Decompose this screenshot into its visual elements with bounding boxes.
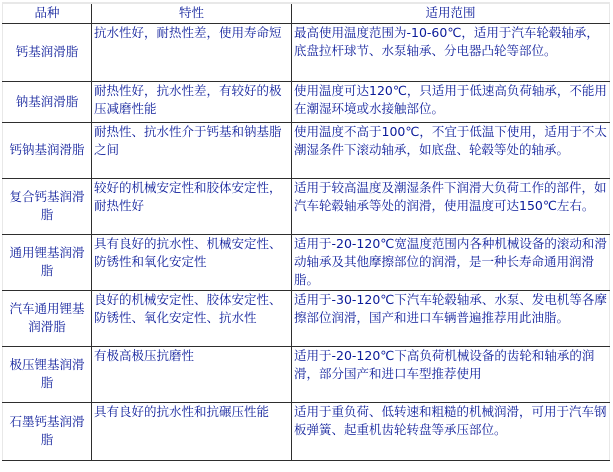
- table-row: [3, 23, 610, 81]
- table-row: [3, 122, 610, 178]
- row-name: 钙钠基润滑脂: [3, 122, 92, 178]
- row-property: 良好的机械安定性、胶体安定性、防锈性、氧化安定性、抗水性: [92, 290, 292, 346]
- lubricant-table: [2, 2, 610, 461]
- row-scope: 适用于重负荷、低转速和粗糙的机械润滑，可用于汽车钢板弹簧、起重机齿轮转盘等承压部位。: [292, 402, 610, 460]
- row-scope: 最高使用温度范围为-10-60℃，适用于汽车轮毂轴承，底盘拉杆球节、水泵轴承、分电器凸轮等部位。: [292, 23, 610, 81]
- row-name: 极压锂基润滑脂: [3, 346, 92, 402]
- header-property: 特性: [92, 3, 292, 23]
- row-property: 具有良好的抗水性、机械安定性、防锈性和氧化安定性: [92, 234, 292, 290]
- row-name: 通用锂基润滑脂: [3, 234, 92, 290]
- row-scope: 适用于-20-120℃下高负荷机械设备的齿轮和轴承的润滑，部分国产和进口车型推荐使用: [292, 346, 610, 402]
- table-row: [3, 402, 610, 460]
- row-property: 具有良好的抗水性和抗碾压性能: [92, 402, 292, 460]
- table-row: [3, 290, 610, 346]
- row-scope: 适用于较高温度及潮湿条件下润滑大负荷工作的部件，如汽车轮毂轴承等处的润滑，使用温度可达150℃左右。: [292, 178, 610, 234]
- table-row: [3, 234, 610, 290]
- row-scope: 适用于-20-120℃宽温度范围内各种机械设备的滚动和滑动轴承及其他摩擦部位的润滑，是一种长寿命通用润滑脂。: [292, 234, 610, 290]
- row-property: 耐热性、抗水性介于钙基和钠基脂之间: [92, 122, 292, 178]
- row-name: 复合钙基润滑脂: [3, 178, 92, 234]
- table-row: [3, 178, 610, 234]
- header-name: 品种: [3, 3, 92, 23]
- row-scope: 适用于-30-120℃下汽车轮毂轴承、水泵、发电机等各摩擦部位润滑，国产和进口车辆普遍推荐用此油脂。: [292, 290, 610, 346]
- table-row: [3, 81, 610, 122]
- row-scope: 使用温度可达120℃，只适用于低速高负荷轴承，不能用在潮湿环境或水接触部位。: [292, 81, 610, 122]
- row-name: 钙基润滑脂: [3, 23, 92, 81]
- header-row: [3, 3, 610, 23]
- row-property: 抗水性好，耐热性差，使用寿命短: [92, 23, 292, 81]
- row-property: 耐热性好，抗水性差，有较好的极压减磨性能: [92, 81, 292, 122]
- row-name: 石墨钙基润滑脂: [3, 402, 92, 460]
- row-name: 钠基润滑脂: [3, 81, 92, 122]
- row-scope: 使用温度不高于100℃，不宜于低温下使用，适用于不太潮湿条件下滚动轴承，如底盘、轮毂等处的轴承。: [292, 122, 610, 178]
- row-property: 有极高极压抗磨性: [92, 346, 292, 402]
- table-row: [3, 346, 610, 402]
- header-scope: 适用范围: [292, 3, 610, 23]
- row-property: 较好的机械安定性和胶体安定性，耐热性好: [92, 178, 292, 234]
- row-name: 汽车通用锂基润滑脂: [3, 290, 92, 346]
